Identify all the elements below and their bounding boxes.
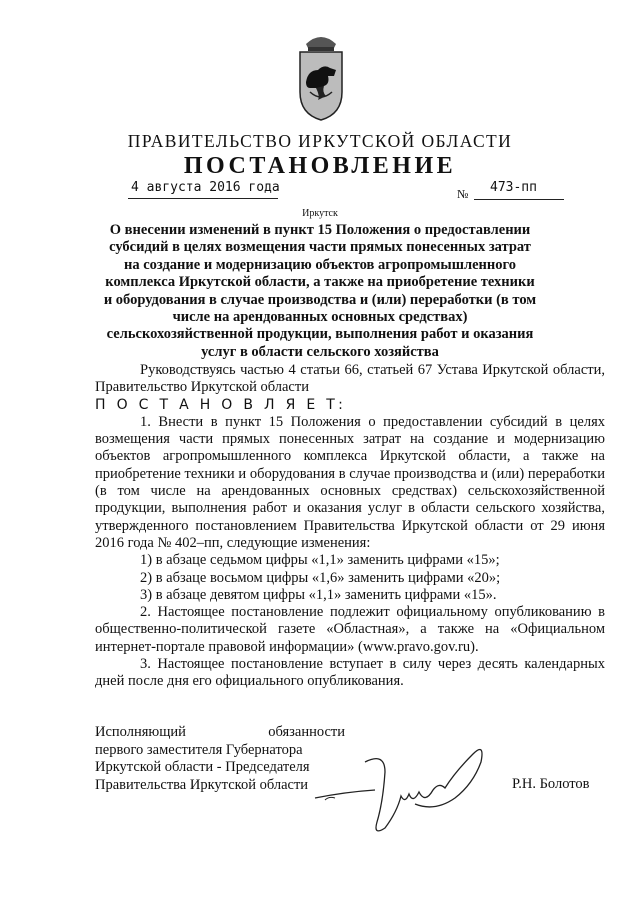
coat-of-arms-icon [298, 30, 344, 122]
subitem-1: 1) в абзаце седьмом цифры «1,1» заменить цифрами «15»; [140, 552, 500, 569]
preamble-paragraph: Руководствуясь частью 4 статьи 66, статьей 67 Устава Иркутской области, Правительство Иркутской области [95, 362, 605, 396]
signatory-line-2: первого заместителя Губернатора [95, 741, 303, 758]
item-3-paragraph: 3. Настоящее постановление вступает в силу через десять календарных дней после дня его официального опубликования. [95, 656, 605, 690]
document-title: О внесении изменений в пункт 15 Положения о предоставлении субсидий в целях возмещения части прямых понесенных затрат на создание и модернизацию объектов агропромышленного комплекса Иркутской области, а также на приобретение техники и оборудования в случае производства и (или) переработки (в том числе на арендованных основных средствах) сельскохозяйственной продукции, выполнения работ и оказания услуг в области сельского хозяйства [103, 222, 537, 360]
item-2-paragraph: 2. Настоящее постановление подлежит официальному опубликованию в общественно-политической газете «Областная», а также на «Официальном интернет-портале правовой информации» (www.pravo.gov.ru). [95, 604, 605, 655]
signatory-word-duties: обязанности [268, 724, 345, 740]
document-body [95, 362, 605, 691]
signatory-line-3: Иркутской области - Председателя [95, 759, 310, 775]
signer-name: Р.Н. Болотов [512, 776, 590, 792]
signatory-line-4: Правительства Иркутской области [95, 776, 309, 793]
subitem-2: 2) в абзаце восьмом цифры «1,6» заменить цифрами «20»; [140, 569, 501, 586]
document-number: 473-пп [490, 180, 537, 195]
number-sign: № [457, 187, 469, 201]
handwritten-signature [305, 732, 515, 842]
item-1-paragraph: 1. Внести в пункт 15 Положения о предоставлении субсидий в целях возмещения части прямых понесенных затрат на создание и модернизацию объектов агропромышленного комплекса Иркутской области, а также на приобретение техники и оборудования в случае производства и (или) переработки (в том числе на арендованных основных средствах) сельскохозяйственной продукции, выполнения работ и оказания услуг в области сельского хозяйства, утвержденного постановлением Правительства Иркутской области от 29 июня 2016 года № 402–пп, следующие изменения: [95, 413, 605, 551]
document-type: ПОСТАНОВЛЕНИЕ [183, 153, 457, 179]
date-underline [128, 198, 278, 199]
decree-word: П О С Т А Н О В Л Я Е Т: [95, 396, 347, 413]
signatory-word-acting: Исполняющий [95, 724, 186, 740]
document-date: 4 августа 2016 года [131, 180, 280, 195]
number-underline [474, 199, 564, 200]
organization-name: ПРАВИТЕЛЬСТВО ИРКУТСКОЙ ОБЛАСТИ [127, 131, 513, 151]
city-name: Иркутск [302, 208, 338, 219]
subitem-3: 3) в абзаце девятом цифры «1,1» заменить цифрами «15». [140, 586, 497, 603]
